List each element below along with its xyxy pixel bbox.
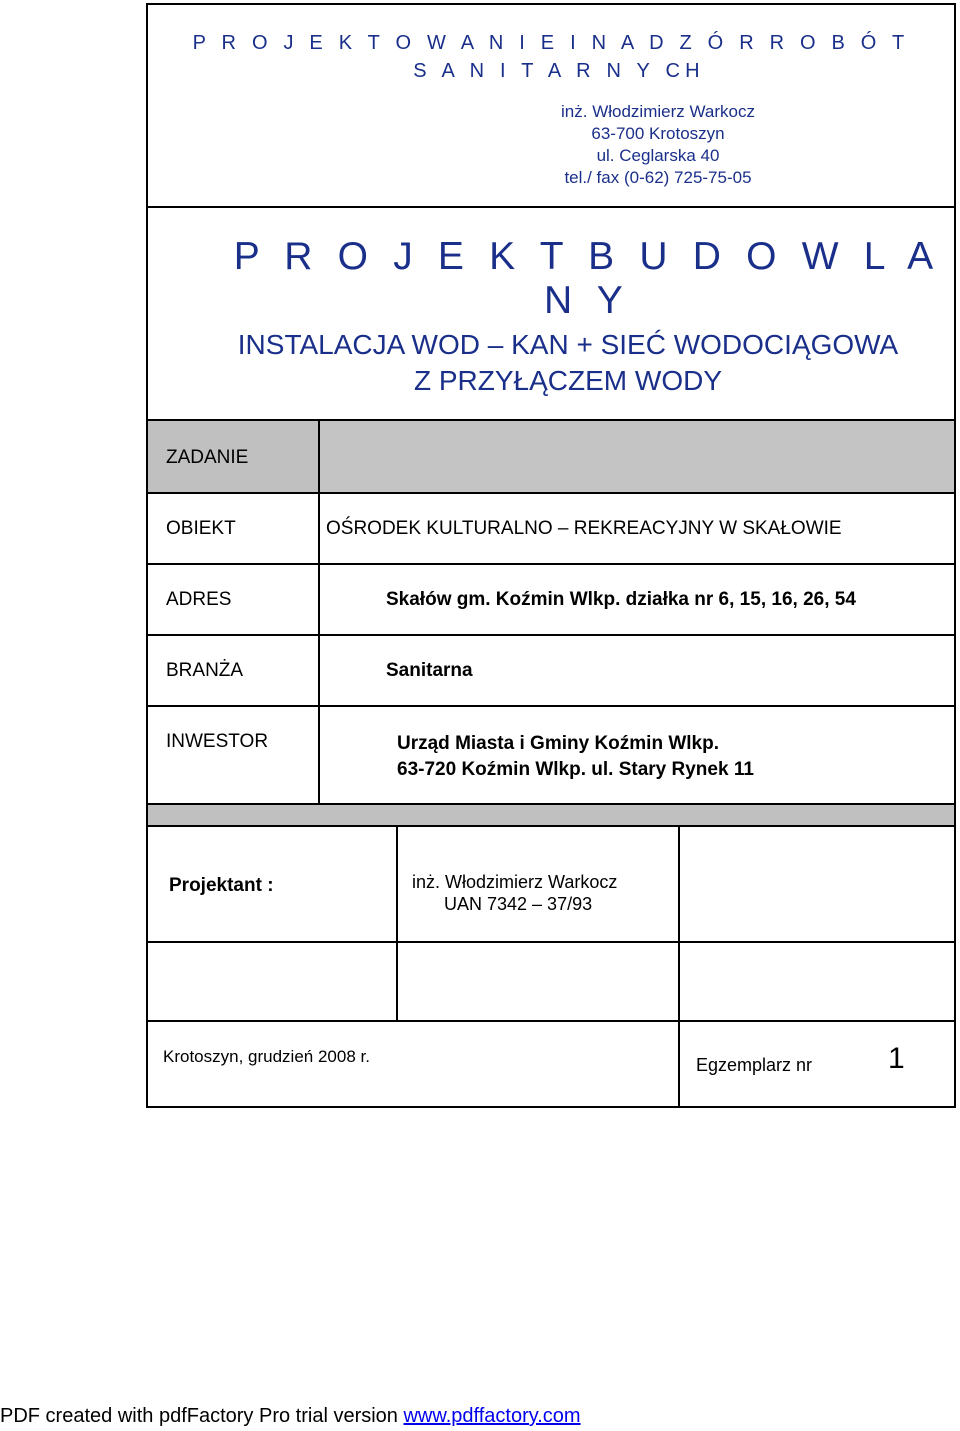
divider	[148, 1020, 954, 1022]
address-line-city: 63-700 Krotoszyn	[591, 124, 725, 143]
obiekt-value: OŚRODEK KULTURALNO – REKREACYJNY W SKAŁOWIE	[326, 518, 842, 539]
zadanie-value-cell	[320, 421, 954, 492]
divider	[148, 825, 954, 827]
company-address	[478, 101, 838, 189]
designer-license: UAN 7342 – 37/93	[444, 894, 593, 914]
company-name-line1: P R O J E K T O W A N I E I N A D Z Ó R R O B Ó T	[192, 32, 910, 54]
designer-label: Projektant :	[169, 875, 274, 896]
adres-value: Skałów gm. Koźmin Wlkp. działka nr 6, 15, 16, 26, 54	[386, 589, 856, 610]
inwestor-line2: 63-720 Koźmin Wlkp. ul. Stary Rynek 11	[397, 759, 754, 780]
adres-label: ADRES	[166, 589, 232, 610]
address-line-name: inż. Włodzimierz Warkocz	[561, 102, 755, 121]
divider	[148, 206, 954, 208]
inwestor-label: INWESTOR	[166, 731, 269, 752]
pdf-footer	[0, 1405, 581, 1428]
separator-band	[148, 805, 954, 825]
project-title: P R O J E K T B U D O W L A N Y	[233, 235, 941, 322]
copy-number: 1	[888, 1042, 905, 1075]
inwestor-line1: Urząd Miasta i Gminy Koźmin Wlkp.	[397, 733, 719, 754]
designer-name: inż. Włodzimierz Warkocz	[412, 872, 618, 892]
divider	[148, 941, 954, 943]
copy-label: Egzemplarz nr	[696, 1055, 813, 1075]
divider	[148, 563, 954, 565]
address-line-phone: tel./ fax (0-62) 725-75-05	[564, 168, 752, 187]
project-subtitle-line1: INSTALACJA WOD – KAN + SIEĆ WODOCIĄGOWA	[237, 329, 899, 360]
obiekt-label: OBIEKT	[166, 518, 236, 539]
footer-text: PDF created with pdfFactory Pro trial version	[0, 1405, 404, 1427]
place-date: Krotoszyn, grudzień 2008 r.	[163, 1047, 370, 1066]
column-divider	[318, 419, 320, 805]
column-divider	[396, 827, 398, 1020]
column-divider	[678, 827, 680, 1107]
address-line-street: ul. Ceglarska 40	[596, 146, 720, 165]
title-page-frame	[146, 3, 956, 1108]
divider	[148, 705, 954, 707]
branza-label: BRANŻA	[166, 660, 244, 681]
zadanie-label: ZADANIE	[166, 447, 249, 468]
footer-link[interactable]: www.pdffactory.com	[403, 1405, 581, 1427]
project-subtitle-line2: Z PRZYŁĄCZEM WODY	[413, 365, 722, 396]
branza-value: Sanitarna	[386, 660, 473, 681]
company-name-line2: S A N I T A R N Y CH	[413, 60, 705, 82]
divider	[148, 492, 954, 494]
divider	[148, 634, 954, 636]
